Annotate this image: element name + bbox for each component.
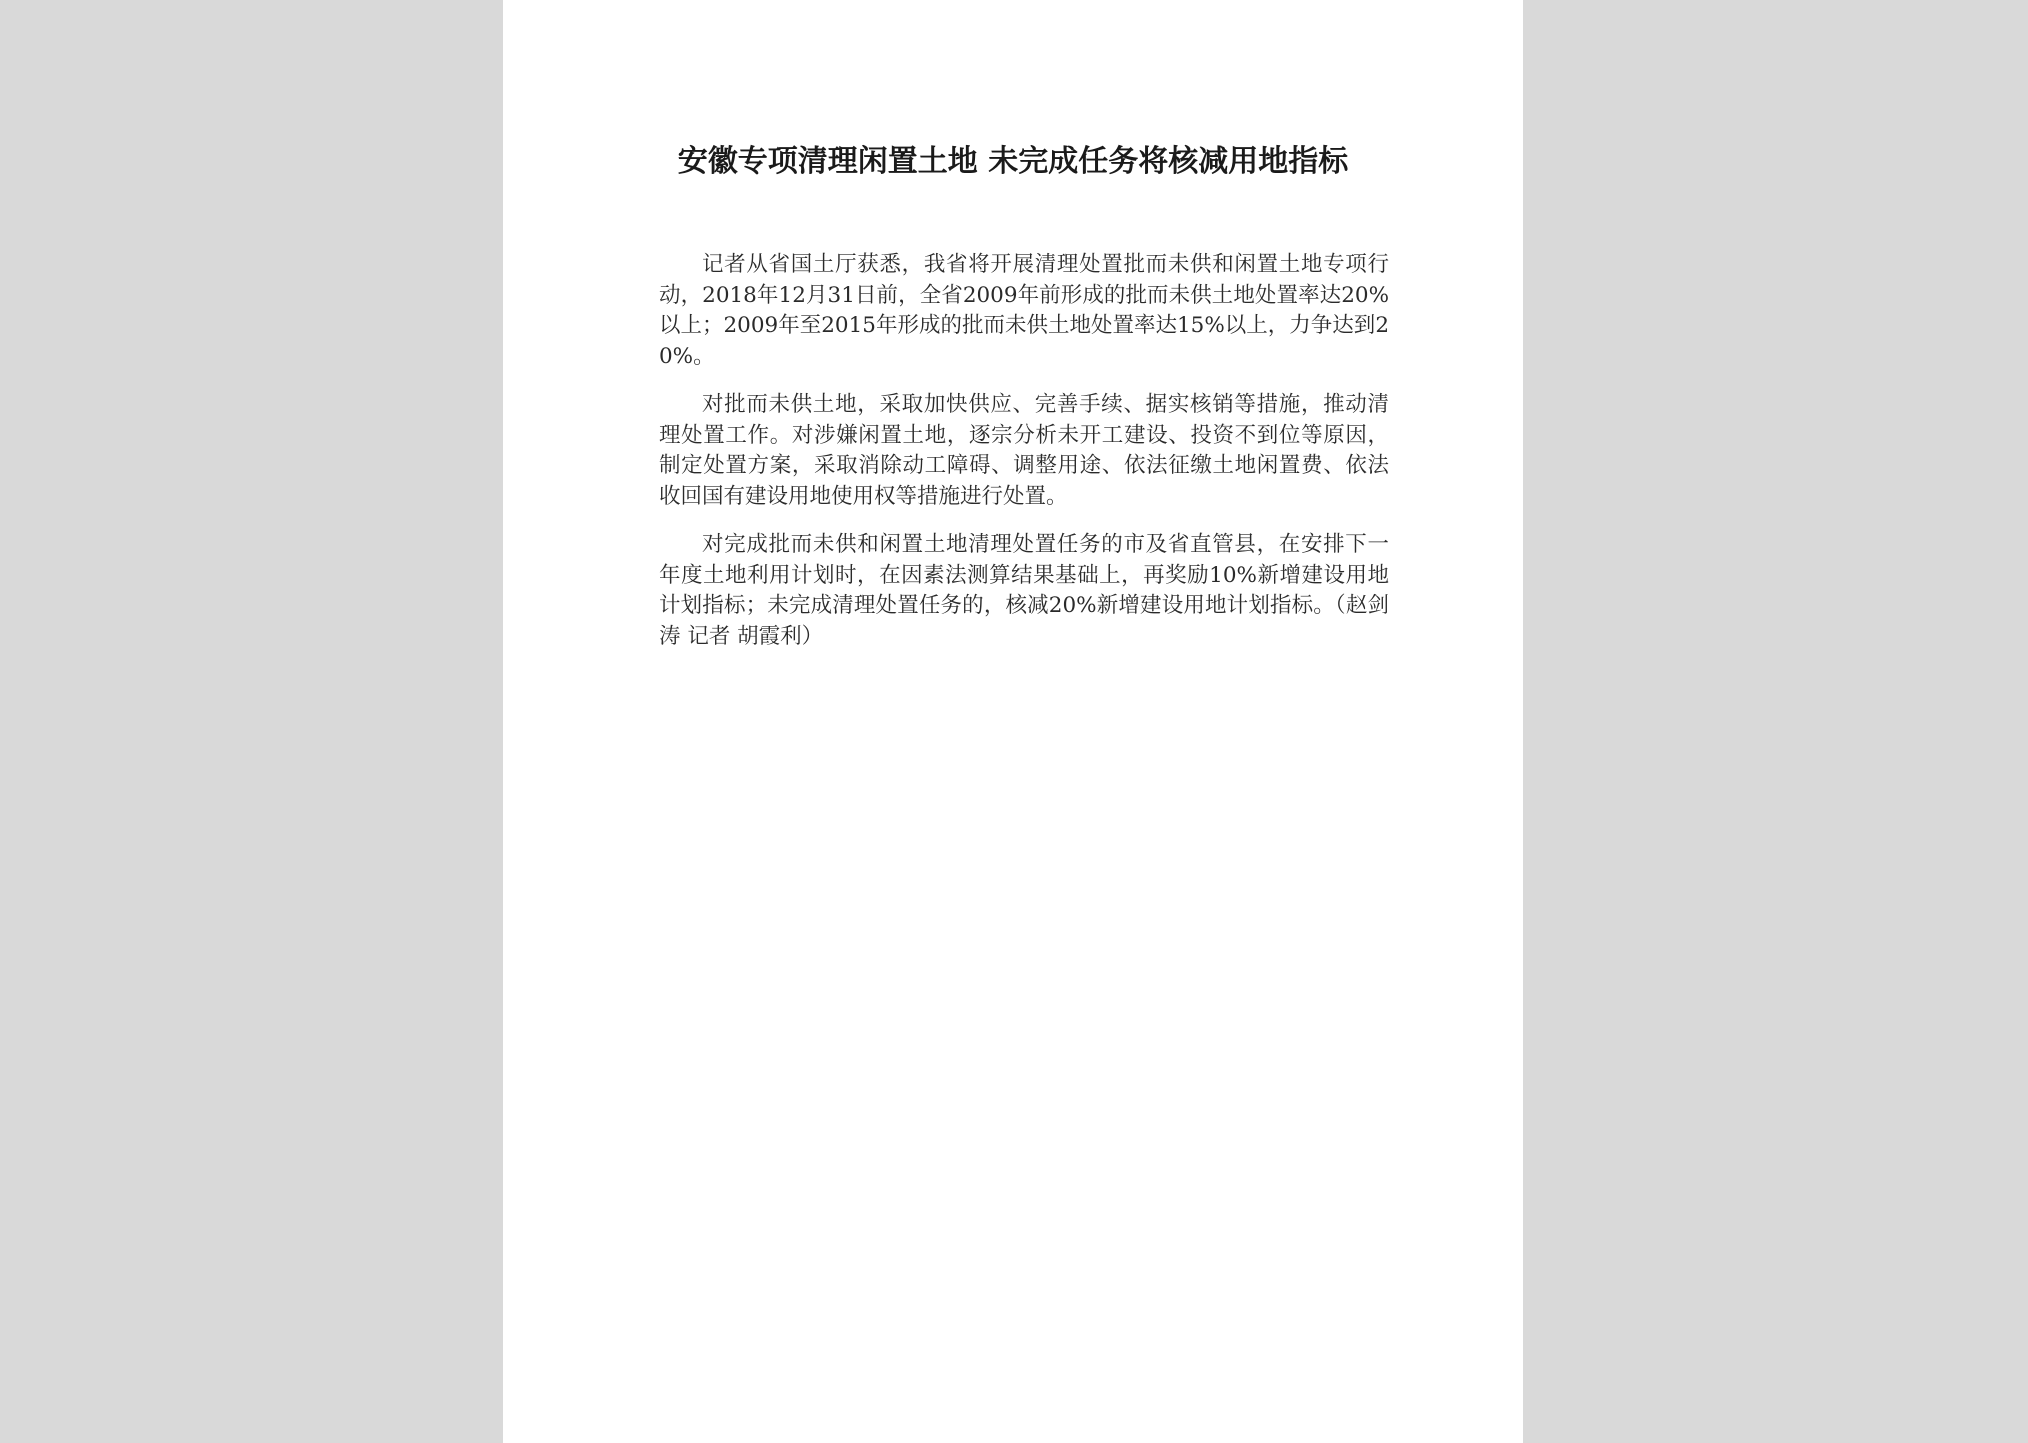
- document-page: [503, 0, 1523, 1443]
- document-body: [659, 250, 1389, 670]
- paragraph: 对批而未供土地，采取加快供应、完善手续、据实核销等措施，推动清理处置工作。对涉嫌闲置土地，逐宗分析未开工建设、投资不到位等原因，制定处置方案，采取消除动工障碍、调整用途、依法征缴土地闲置费、依法收回国有建设用地使用权等措施进行处置。: [659, 392, 1389, 509]
- paragraph: 对完成批而未供和闲置土地清理处置任务的市及省直管县，在安排下一年度土地利用计划时，在因素法测算结果基础上，再奖励10%新增建设用地计划指标；未完成清理处置任务的，核减20%新增建设用地计划指标。（赵剑涛 记者 胡霞利）: [659, 532, 1389, 649]
- paragraph: 记者从省国土厅获悉，我省将开展清理处置批而未供和闲置土地专项行动，2018年12月31日前，全省2009年前形成的批而未供土地处置率达20%以上；2009年至2015年形成的批而未供土地处置率达15%以上，力争达到20%。: [659, 252, 1389, 369]
- document-title: 安徽专项清理闲置土地 未完成任务将核减用地指标: [677, 144, 1349, 179]
